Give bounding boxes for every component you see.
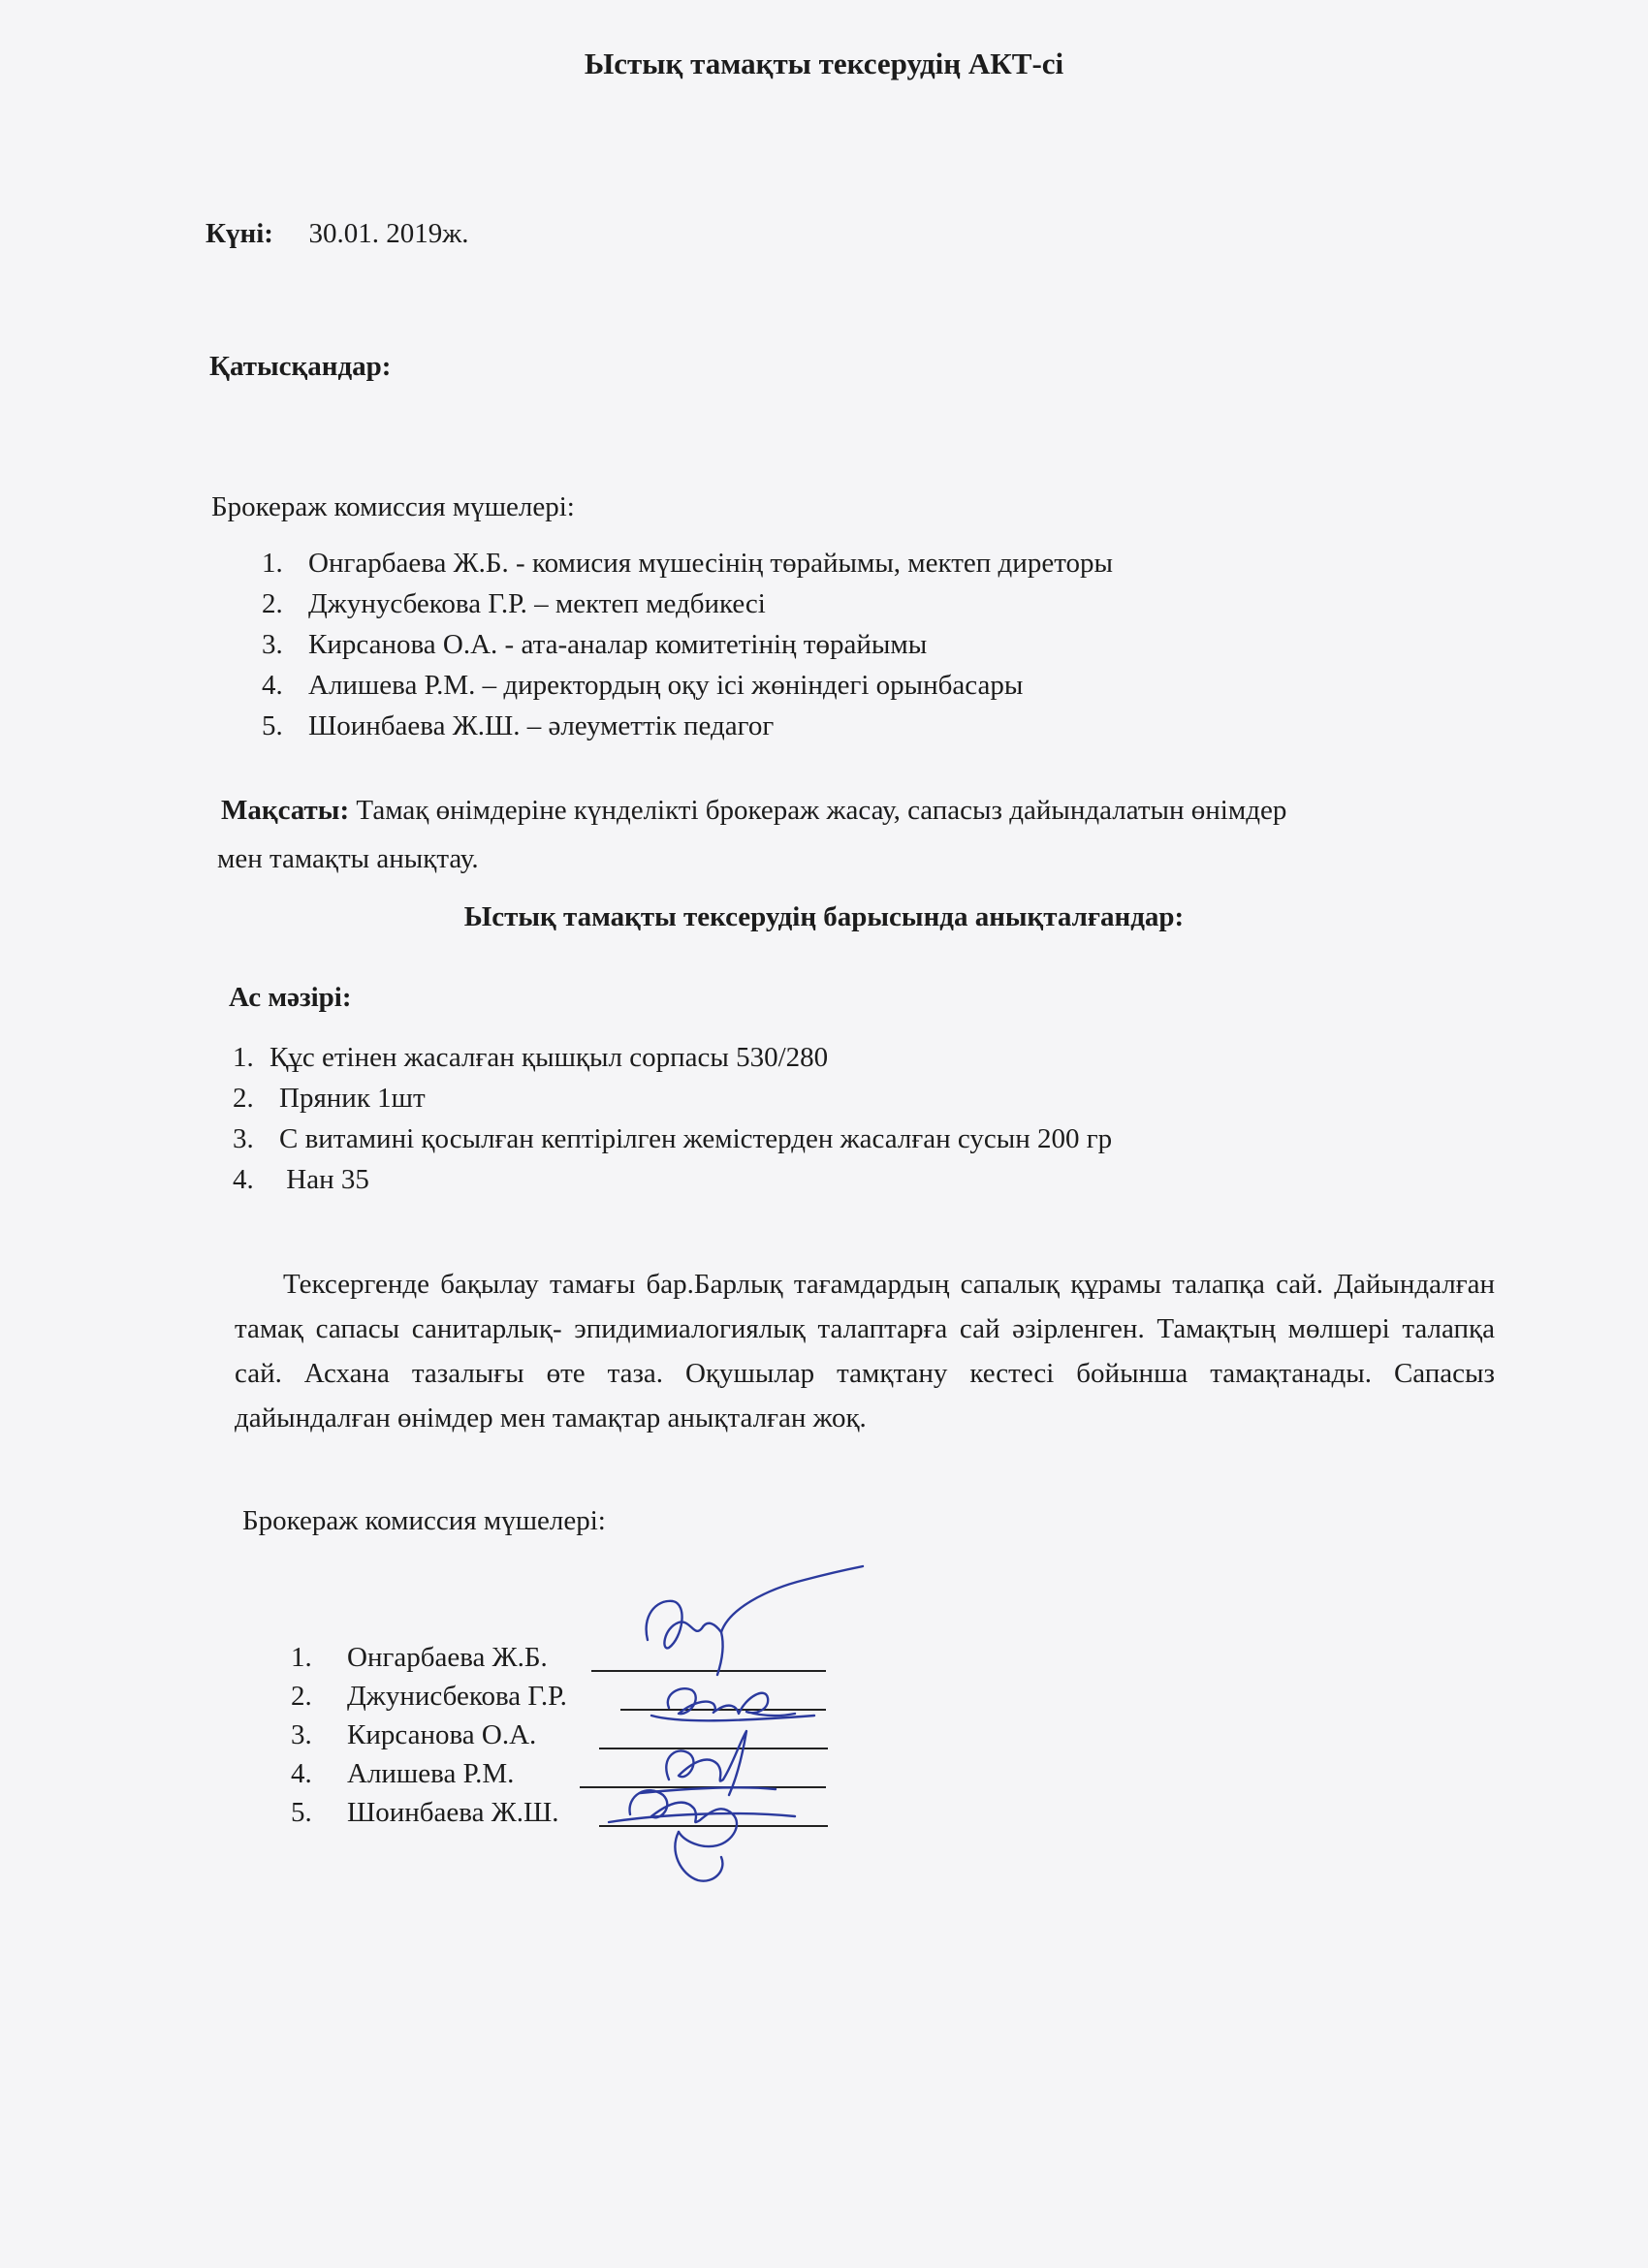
signature-line xyxy=(591,1670,826,1672)
goal-line-1 xyxy=(221,795,1286,827)
members-list xyxy=(262,543,1113,746)
signature-line xyxy=(620,1709,826,1711)
signer-name: Онгарбаева Ж.Б. xyxy=(347,1642,548,1673)
signature-line xyxy=(599,1825,828,1827)
date-label: Күні: xyxy=(206,218,273,249)
list-item: 2. Пряник 1шт xyxy=(233,1083,426,1114)
date-row xyxy=(206,218,469,250)
document-title: Ыстық тамақты тексерудің АКТ-сі xyxy=(584,47,1064,80)
commission-heading: Брокераж комиссия мүшелері: xyxy=(211,491,575,522)
list-item: 4. Алишева Р.М. – директордың оқу ісі жөніндегі орынбасары xyxy=(262,670,1024,701)
list-item: 5. Шоинбаева Ж.Ш. – әлеуметтік педагог xyxy=(262,710,775,741)
list-item: 3. С витамині қосылған кептірілген жемістерден жасалған сусын 200 гр xyxy=(233,1123,1113,1154)
signer-name: Кирсанова О.А. xyxy=(347,1719,537,1750)
date-value: 30.01. 2019ж. xyxy=(308,218,469,249)
list-item: 2. Джунисбекова Г.Р. xyxy=(291,1681,567,1712)
list-item: 3. Кирсанова О.А. - ата-аналар комитетінің төрайымы xyxy=(262,629,928,660)
signature-line xyxy=(580,1786,826,1788)
list-item: 1. Онгарбаева Ж.Б. - комисия мүшесінің төрайымы, мектеп диреторы xyxy=(262,548,1113,579)
menu-heading: Ас мәзірі: xyxy=(229,982,352,1013)
findings-heading: Ыстық тамақты тексерудің барысында анықталғандар: xyxy=(463,901,1185,932)
list-item: 5. Шоинбаева Ж.Ш. xyxy=(291,1797,559,1828)
signer-name: Джунисбекова Г.Р. xyxy=(347,1681,567,1712)
list-item: 1. Онгарбаева Ж.Б. xyxy=(291,1642,548,1673)
goal-line-2: мен тамақты анықтау. xyxy=(217,843,479,874)
list-item: 3. Кирсанова О.А. xyxy=(291,1719,537,1750)
signer-name: Шоинбаева Ж.Ш. xyxy=(347,1797,559,1828)
list-item: 1. Құс етінен жасалған қышқыл сорпасы 530/280 xyxy=(233,1042,829,1073)
signers-list xyxy=(291,1638,567,1832)
list-item: 2. Джунусбекова Г.Р. – мектеп медбикесі xyxy=(262,588,766,619)
list-item: 4. Алишева Р.М. xyxy=(291,1758,515,1789)
goal-label: Мақсаты: xyxy=(221,795,350,826)
signature-line xyxy=(599,1748,828,1749)
signer-name: Алишева Р.М. xyxy=(347,1758,515,1789)
participants-heading: Қатысқандар: xyxy=(209,351,392,382)
goal-text: Тамақ өнімдеріне күнделікті брокераж жасау, сапасыз дайындалатын өнімдер xyxy=(349,795,1287,826)
list-item: 4. Нан 35 xyxy=(233,1164,369,1195)
signers-heading: Брокераж комиссия мүшелері: xyxy=(242,1505,606,1536)
conclusion-paragraph: Тексергенде бақылау тамағы бар.Барлық тағамдардың сапалық құрамы талапқа сай. Дайындалған тамақ сапасы санитарлық- эпидимиалогиялық талаптарға сай әзірленген. Тамақтың мөлшері талапқа сай. Асхана тазалығы өте таза. Оқушылар тамқтану кестесі бойынша тамақтанады. Сапасыз дайындалған өнімдер мен тамақтар анықталған жоқ. xyxy=(235,1269,1495,1433)
menu-list xyxy=(233,1037,1112,1200)
